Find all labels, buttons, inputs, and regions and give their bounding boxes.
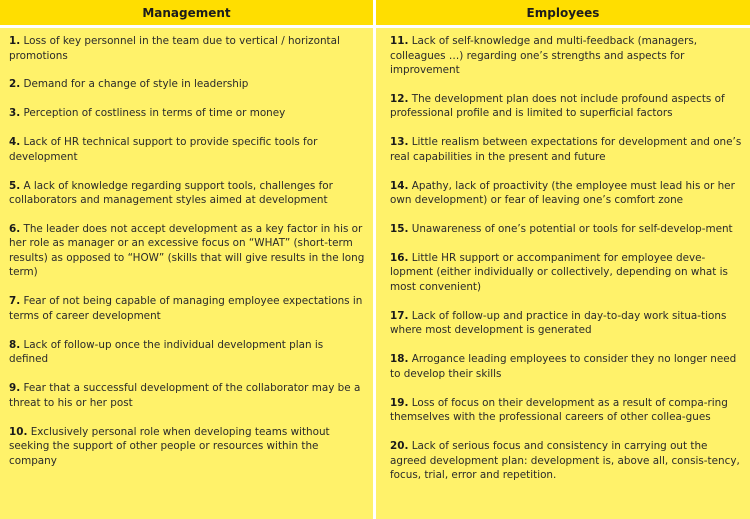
item-number: 20. (390, 440, 409, 453)
list-item (9, 106, 365, 121)
item-text: Little realism between expectations for development and one’s real capabilities in the present and future (390, 136, 742, 163)
item-text: Demand for a change of style in leadership (23, 78, 249, 91)
item-number: 5. (9, 179, 21, 192)
list-item (9, 34, 365, 63)
item-number: 13. (390, 136, 409, 149)
employees-list (376, 28, 750, 519)
management-list (0, 28, 373, 519)
list-item (9, 338, 365, 367)
list-item (9, 77, 365, 92)
item-text: Loss of focus on their development as a result of compa-ring themselves with the professional careers of other collea-gues (390, 396, 728, 424)
item-number: 6. (9, 222, 21, 235)
item-text: The leader does not accept development as a key factor in his or her role as manager or an excessive focus on “WHAT” (short-term results) as opposed to “HOW” (skills that will give results in the long term) (9, 222, 365, 279)
management-column (0, 0, 373, 519)
list-item (390, 34, 742, 78)
item-number: 15. (390, 223, 409, 236)
item-text: Unawareness of one’s potential or tools for self-develop-ment (411, 223, 733, 236)
item-number: 1. (9, 35, 21, 47)
list-item (390, 396, 742, 425)
item-number: 14. (390, 179, 409, 192)
item-number: 19. (390, 396, 409, 409)
item-number: 17. (390, 309, 409, 322)
list-item (390, 352, 742, 381)
item-number: 3. (9, 107, 21, 120)
employees-header: Employees (376, 0, 750, 25)
item-number: 9. (9, 382, 21, 395)
item-number: 8. (9, 338, 21, 351)
item-text: Lack of serious focus and consistency in carrying out the agreed development plan: development is, above all, consis-tency, focus, trial, error and repetition. (390, 440, 740, 482)
item-number: 16. (390, 251, 409, 264)
item-number: 10. (9, 425, 28, 438)
management-header: Management (0, 0, 373, 25)
list-item (390, 92, 742, 121)
list-item (9, 381, 365, 410)
item-text: Arrogance leading employees to consider they no longer need to develop their skills (390, 353, 737, 380)
item-number: 12. (390, 92, 409, 105)
item-text: A lack of knowledge regarding support tools, challenges for collaborators and management styles aimed at development (9, 179, 333, 207)
list-item (9, 425, 365, 469)
item-text: Fear of not being capable of managing employee expectations in terms of career development (9, 295, 363, 322)
item-number: 7. (9, 295, 21, 308)
item-text: Exclusively personal role when developing teams without seeking the support of other people or resources within the company (9, 425, 330, 467)
item-text: The development plan does not include profound aspects of professional profile and is limited to superficial factors (390, 92, 725, 120)
list-item (390, 251, 742, 295)
item-number: 4. (9, 136, 21, 149)
item-number: 2. (9, 78, 21, 91)
list-item (9, 135, 365, 164)
list-item (390, 309, 742, 338)
list-item (9, 294, 365, 323)
list-item (390, 135, 742, 164)
item-text: Little HR support or accompaniment for employee deve-lopment (either individually or collectively, depending on what is most convenient) (390, 251, 728, 293)
list-item (390, 439, 742, 483)
item-text: Loss of key personnel in the team due to vertical / horizontal promotions (9, 35, 340, 62)
item-text: Fear that a successful development of the collaborator may be a threat to his or her post (9, 382, 361, 409)
item-text: Lack of follow-up and practice in day-to-day work situa-tions where most development is generated (390, 309, 727, 337)
item-text: Apathy, lack of proactivity (the employee must lead his or her own development) or fear of leaving one’s comfort zone (390, 179, 735, 207)
item-number: 11. (390, 35, 409, 47)
employees-column (376, 0, 750, 519)
item-text: Lack of self-knowledge and multi-feedback (managers, colleagues …) regarding one’s strengths and aspects for improvement (390, 35, 698, 76)
list-item (390, 179, 742, 208)
item-text: Perception of costliness in terms of time or money (23, 107, 286, 120)
item-number: 18. (390, 353, 409, 366)
list-item (9, 179, 365, 208)
list-item (390, 222, 742, 237)
item-text: Lack of HR technical support to provide specific tools for development (9, 136, 318, 163)
item-text: Lack of follow-up once the individual development plan is defined (9, 338, 324, 366)
list-item (9, 222, 365, 280)
